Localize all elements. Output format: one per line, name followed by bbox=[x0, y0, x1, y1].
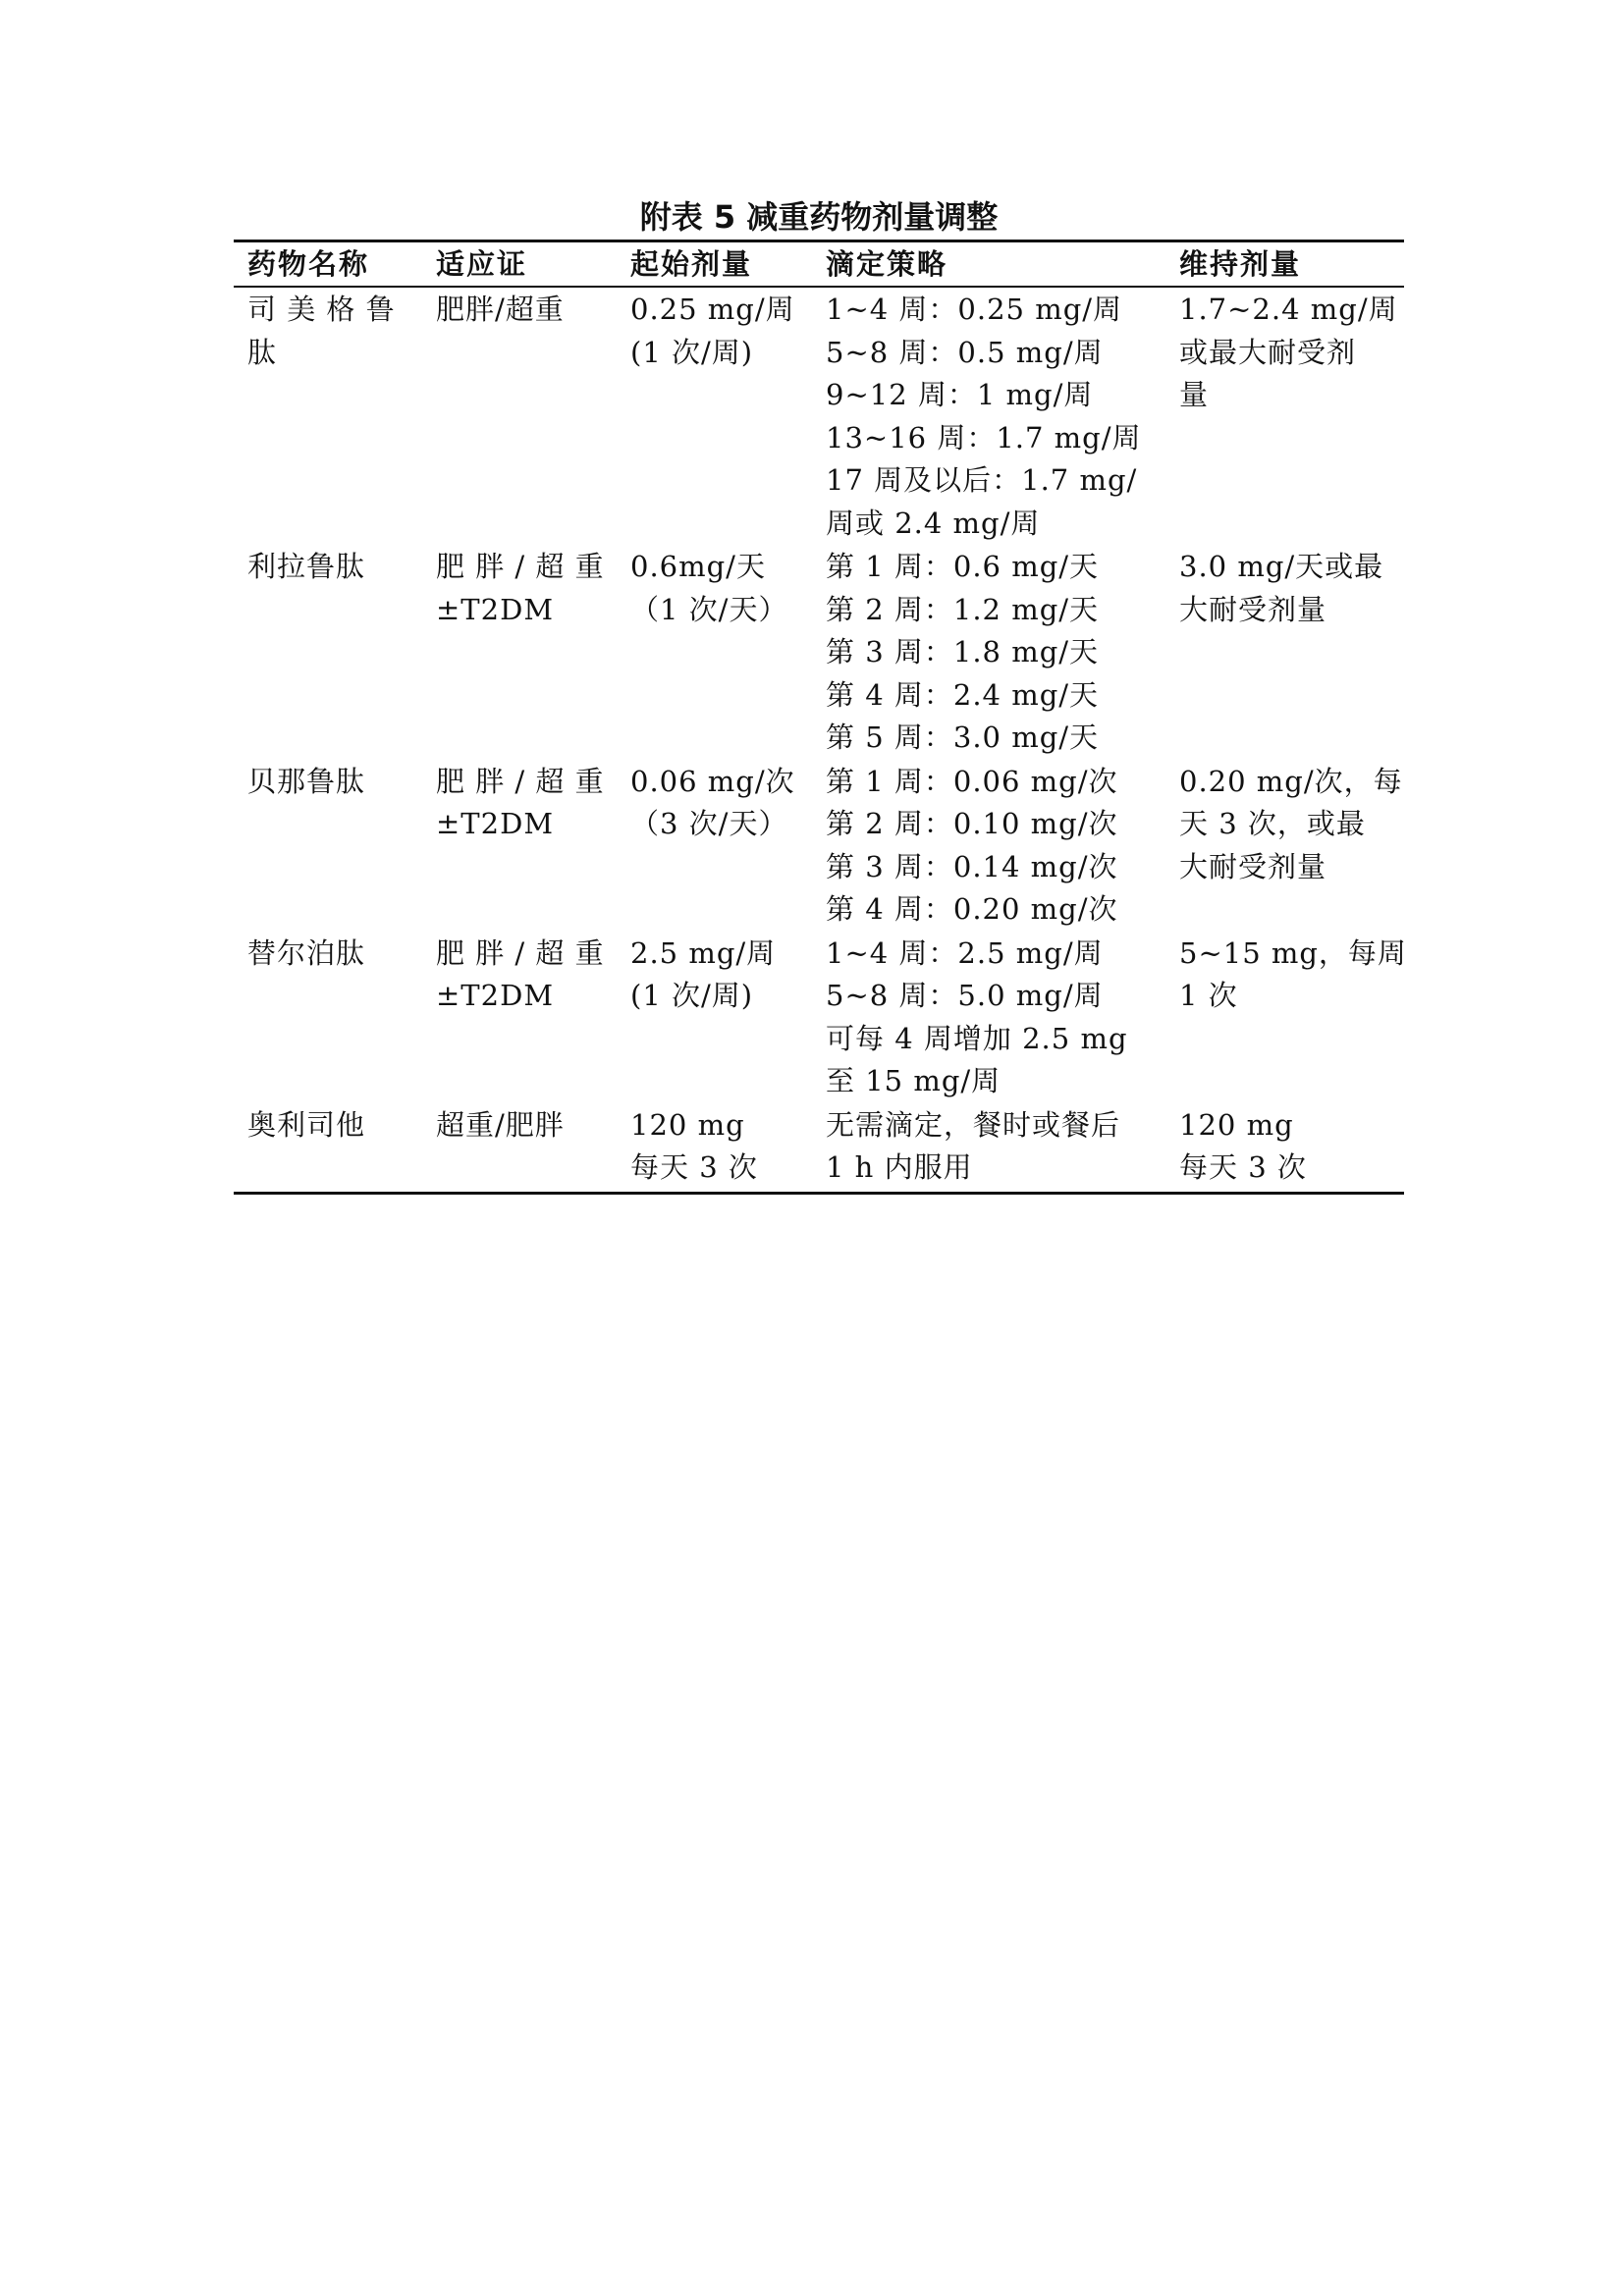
cell-drug-name bbox=[234, 287, 422, 545]
cell-maintenance-dose-line: 大耐受剂量 bbox=[1179, 592, 1327, 626]
cell-titration-line: 1 h 内服用 bbox=[826, 1150, 973, 1184]
cell-titration-line: 第 5 周：3.0 mg/天 bbox=[826, 721, 1100, 754]
cell-titration bbox=[812, 1103, 1165, 1194]
cell-drug-name bbox=[234, 932, 422, 1103]
cell-titration bbox=[812, 932, 1165, 1103]
header-indication: 适应证 bbox=[422, 241, 617, 288]
cell-titration bbox=[812, 760, 1165, 932]
cell-drug-name-line: 替尔泊肽 bbox=[247, 935, 366, 970]
header-row bbox=[234, 241, 1404, 288]
table-row bbox=[234, 932, 1404, 1103]
cell-titration-line: 第 1 周：0.06 mg/次 bbox=[826, 764, 1118, 798]
cell-indication-line: 超重/肥胖 bbox=[436, 1107, 565, 1142]
cell-start-dose-line: 每天 3 次 bbox=[630, 1150, 758, 1184]
cell-titration bbox=[812, 287, 1165, 545]
cell-maintenance-dose bbox=[1165, 545, 1404, 760]
table-row bbox=[234, 287, 1404, 545]
cell-maintenance-dose bbox=[1165, 932, 1407, 1103]
cell-titration-line: 第 2 周：0.10 mg/次 bbox=[826, 807, 1118, 840]
cell-titration-line: 13~16 周：1.7 mg/周 bbox=[826, 420, 1142, 454]
cell-indication bbox=[422, 760, 617, 932]
table-header bbox=[234, 241, 1404, 288]
cell-indication-line: ±T2DM bbox=[436, 979, 555, 1012]
header-titration: 滴定策略 bbox=[812, 241, 1165, 288]
cell-start-dose-line: （3 次/天） bbox=[630, 807, 788, 840]
cell-maintenance-dose-line: 天 3 次，或最 bbox=[1179, 807, 1366, 840]
cell-maintenance-dose-line: 大耐受剂量 bbox=[1179, 849, 1327, 883]
cell-titration-line: 9~12 周：1 mg/周 bbox=[826, 378, 1094, 411]
cell-maintenance-dose-line: 或最大耐受剂 bbox=[1179, 335, 1357, 369]
cell-maintenance-dose bbox=[1165, 760, 1404, 932]
cell-maintenance-dose-line: 每天 3 次 bbox=[1179, 1150, 1307, 1184]
cell-titration-line: 5~8 周：0.5 mg/周 bbox=[826, 335, 1104, 369]
cell-drug-name bbox=[234, 760, 422, 932]
dose-adjustment-table bbox=[234, 240, 1407, 1195]
cell-indication bbox=[422, 287, 617, 545]
cell-drug-name bbox=[234, 1103, 422, 1194]
table-row bbox=[234, 545, 1404, 760]
cell-drug-name-line: 利拉鲁肽 bbox=[247, 550, 366, 583]
cell-titration-line: 17 周及以后：1.7 mg/ bbox=[826, 463, 1138, 497]
cell-titration-line: 1~4 周：0.25 mg/周 bbox=[826, 293, 1123, 326]
header-start-dose: 起始剂量 bbox=[617, 241, 812, 288]
cell-drug-name-line: 司 美 格 鲁 bbox=[247, 293, 396, 326]
cell-titration bbox=[812, 545, 1165, 760]
cell-maintenance-dose-line: 120 mg bbox=[1179, 1107, 1294, 1142]
cell-indication-line: 肥 胖 / 超 重 bbox=[436, 550, 605, 583]
cell-titration-line: 无需滴定，餐时或餐后 bbox=[826, 1107, 1121, 1142]
cell-maintenance-dose-line: 0.20 mg/次，每 bbox=[1179, 764, 1403, 798]
cell-start-dose-line: (1 次/周) bbox=[630, 979, 754, 1012]
cell-maintenance-dose bbox=[1165, 1103, 1404, 1194]
cell-drug-name bbox=[234, 545, 422, 760]
cell-indication-line: 肥 胖 / 超 重 bbox=[436, 764, 605, 798]
cell-titration-line: 第 4 周：2.4 mg/天 bbox=[826, 677, 1100, 712]
cell-titration-line: 可每 4 周增加 2.5 mg bbox=[826, 1021, 1128, 1055]
cell-start-dose-line: 2.5 mg/周 bbox=[630, 935, 777, 970]
cell-titration-line: 第 3 周：0.14 mg/次 bbox=[826, 849, 1118, 883]
cell-indication-line: ±T2DM bbox=[436, 592, 555, 626]
cell-titration-line: 第 3 周：1.8 mg/天 bbox=[826, 635, 1100, 668]
cell-titration-line: 第 1 周：0.6 mg/天 bbox=[826, 550, 1100, 583]
header-maintenance-dose: 维持剂量 bbox=[1165, 241, 1404, 288]
cell-indication bbox=[422, 545, 617, 760]
cell-drug-name-line: 肽 bbox=[247, 335, 278, 369]
cell-maintenance-dose bbox=[1165, 287, 1404, 545]
table-row bbox=[234, 760, 1404, 932]
cell-start-dose-line: 0.25 mg/周 bbox=[630, 293, 795, 326]
cell-titration-line: 周或 2.4 mg/周 bbox=[826, 506, 1041, 540]
cell-drug-name-line: 奥利司他 bbox=[247, 1107, 366, 1142]
cell-start-dose bbox=[617, 932, 812, 1103]
cell-start-dose bbox=[617, 545, 812, 760]
cell-start-dose-line: 120 mg bbox=[630, 1107, 745, 1142]
cell-indication-line: 肥 胖 / 超 重 bbox=[436, 935, 605, 970]
cell-maintenance-dose-line: 量 bbox=[1179, 378, 1210, 411]
cell-start-dose-line: （1 次/天） bbox=[630, 592, 788, 626]
table-body bbox=[234, 287, 1407, 1193]
cell-start-dose bbox=[617, 1103, 812, 1194]
table-row bbox=[234, 1103, 1404, 1194]
cell-start-dose-line: 0.6mg/天 bbox=[630, 550, 766, 583]
cell-drug-name-line: 贝那鲁肽 bbox=[247, 764, 366, 798]
cell-start-dose-line: 0.06 mg/次 bbox=[630, 764, 795, 798]
cell-maintenance-dose-line: 3.0 mg/天或最 bbox=[1179, 550, 1384, 583]
cell-titration-line: 至 15 mg/周 bbox=[826, 1064, 1001, 1097]
cell-maintenance-dose-line: 1 次 bbox=[1179, 979, 1238, 1012]
cell-start-dose-line: (1 次/周) bbox=[630, 335, 754, 369]
cell-indication bbox=[422, 932, 617, 1103]
cell-maintenance-dose-line: 5~15 mg，每周 bbox=[1179, 935, 1407, 970]
cell-indication-line: 肥胖/超重 bbox=[436, 293, 565, 326]
cell-start-dose bbox=[617, 287, 812, 545]
cell-start-dose bbox=[617, 760, 812, 932]
table-caption: 附表 5 减重药物剂量调整 bbox=[639, 198, 999, 236]
cell-maintenance-dose-line: 1.7~2.4 mg/周 bbox=[1179, 293, 1398, 326]
header-drug-name: 药物名称 bbox=[234, 241, 422, 288]
cell-titration-line: 第 4 周：0.20 mg/次 bbox=[826, 892, 1118, 926]
document-page bbox=[234, 194, 1407, 1195]
cell-titration-line: 第 2 周：1.2 mg/天 bbox=[826, 592, 1100, 626]
cell-titration-line: 5~8 周：5.0 mg/周 bbox=[826, 979, 1104, 1012]
cell-indication bbox=[422, 1103, 617, 1194]
cell-indication-line: ±T2DM bbox=[436, 807, 555, 840]
cell-titration-line: 1~4 周：2.5 mg/周 bbox=[826, 935, 1104, 970]
